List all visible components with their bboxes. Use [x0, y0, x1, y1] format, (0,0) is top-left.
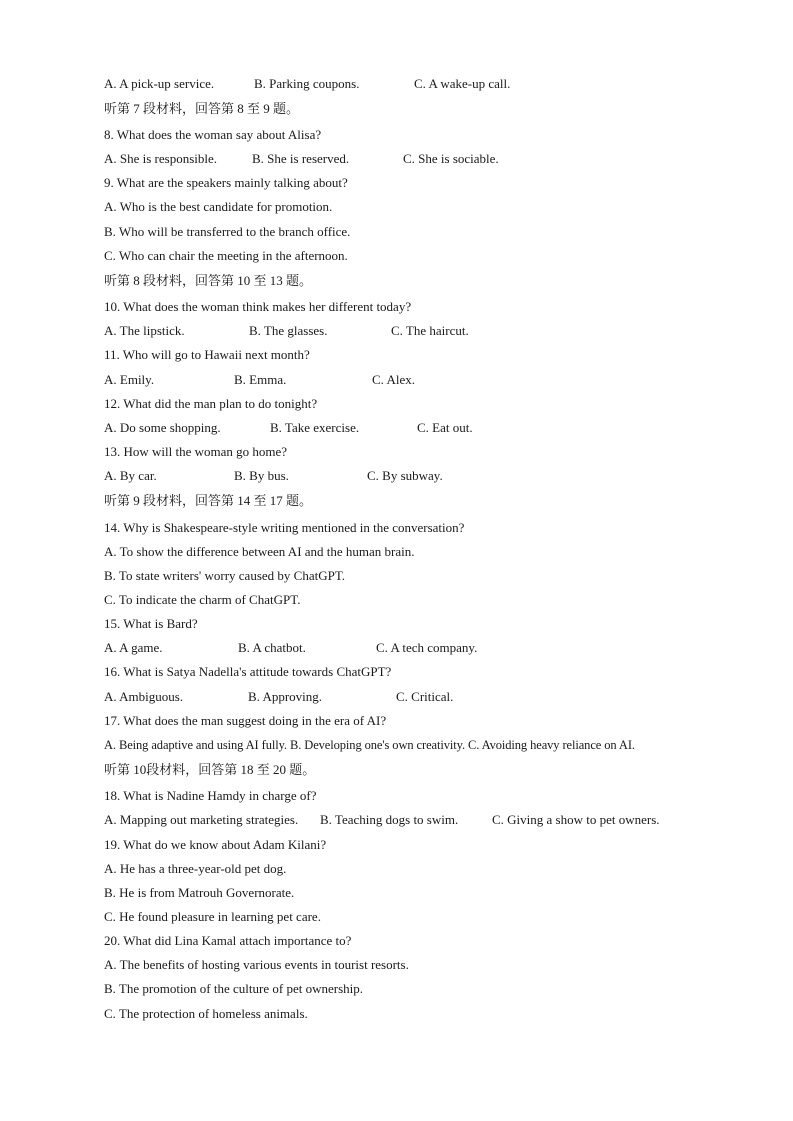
option-line: C. Who can chair the meeting in the afternoon.	[104, 248, 348, 263]
option-line: B. Who will be transferred to the branch office.	[104, 224, 351, 239]
question-text: 16. What is Satya Nadella's attitude towards ChatGPT?	[104, 664, 392, 679]
option-a: A. A pick-up service.	[104, 76, 215, 91]
option-c: C. Alex.	[372, 372, 415, 387]
question-text: 18. What is Nadine Hamdy in charge of?	[104, 788, 317, 803]
option-c: C. Eat out.	[417, 420, 473, 435]
option-c: C. Giving a show to pet owners.	[492, 812, 660, 827]
question-text: 11. Who will go to Hawaii next month?	[104, 347, 310, 362]
option-b: B. Teaching dogs to swim.	[320, 812, 459, 827]
option-b: B. Emma.	[234, 372, 287, 387]
option-c: C. A wake-up call.	[414, 76, 511, 91]
option-c: C. She is sociable.	[403, 151, 499, 166]
section-heading: 听第 9 段材料，回答第 14 至 17 题。	[104, 493, 313, 508]
section-heading: 听第 10段材料，回答第 18 至 20 题。	[104, 762, 316, 777]
option-c: C. Critical.	[396, 689, 454, 704]
option-b: B. Take exercise.	[270, 420, 360, 435]
option-b: B. Parking coupons.	[254, 76, 360, 91]
question-text: 17. What does the man suggest doing in the era of AI?	[104, 713, 387, 728]
option-line: B. He is from Matrouh Governorate.	[104, 885, 295, 900]
question-text: 12. What did the man plan to do tonight?	[104, 396, 318, 411]
question-text: 10. What does the woman think makes her different today?	[104, 299, 412, 314]
option-line: C. The protection of homeless animals.	[104, 1006, 308, 1021]
option-b: B. The glasses.	[249, 323, 328, 338]
question-text: 8. What does the woman say about Alisa?	[104, 127, 322, 142]
option-c: C. A tech company.	[376, 640, 478, 655]
question-text: 14. Why is Shakespeare-style writing mentioned in the conversation?	[104, 520, 465, 535]
option-a: A. By car.	[104, 468, 157, 483]
option-a: A. Mapping out marketing strategies.	[104, 812, 299, 827]
option-b: B. By bus.	[234, 468, 289, 483]
question-text: 13. How will the woman go home?	[104, 444, 288, 459]
option-a: A. Emily.	[104, 372, 155, 387]
option-line: A. The benefits of hosting various events in tourist resorts.	[104, 957, 409, 972]
option-a: A. Ambiguous.	[104, 689, 184, 704]
section-heading: 听第 7 段材料，回答第 8 至 9 题。	[104, 101, 300, 116]
option-b: B. Approving.	[248, 689, 323, 704]
option-a: A. The lipstick.	[104, 323, 185, 338]
option-line: B. The promotion of the culture of pet ownership.	[104, 981, 363, 996]
option-line: A. He has a three-year-old pet dog.	[104, 861, 287, 876]
option-b: B. A chatbot.	[238, 640, 306, 655]
question-text: 20. What did Lina Kamal attach importance to?	[104, 933, 352, 948]
option-line: B. To state writers' worry caused by ChatGPT.	[104, 568, 346, 583]
question-text: 19. What do we know about Adam Kilani?	[104, 837, 327, 852]
option-a: A. A game.	[104, 640, 163, 655]
option-line: A. To show the difference between AI and the human brain.	[104, 544, 415, 559]
question-text: 15. What is Bard?	[104, 616, 198, 631]
option-line: C. To indicate the charm of ChatGPT.	[104, 592, 301, 607]
option-a: A. She is responsible.	[104, 151, 218, 166]
option-c: C. By subway.	[367, 468, 443, 483]
option-line: A. Being adaptive and using AI fully. B. Developing one's own creativity. C. Avoiding heavy reliance on AI.	[104, 738, 635, 752]
section-heading: 听第 8 段材料，回答第 10 至 13 题。	[104, 273, 313, 288]
question-text: 9. What are the speakers mainly talking about?	[104, 175, 348, 190]
option-line: C. He found pleasure in learning pet care.	[104, 909, 321, 924]
option-line: A. Who is the best candidate for promotion.	[104, 199, 333, 214]
option-b: B. She is reserved.	[252, 151, 350, 166]
option-c: C. The haircut.	[391, 323, 469, 338]
option-a: A. Do some shopping.	[104, 420, 221, 435]
